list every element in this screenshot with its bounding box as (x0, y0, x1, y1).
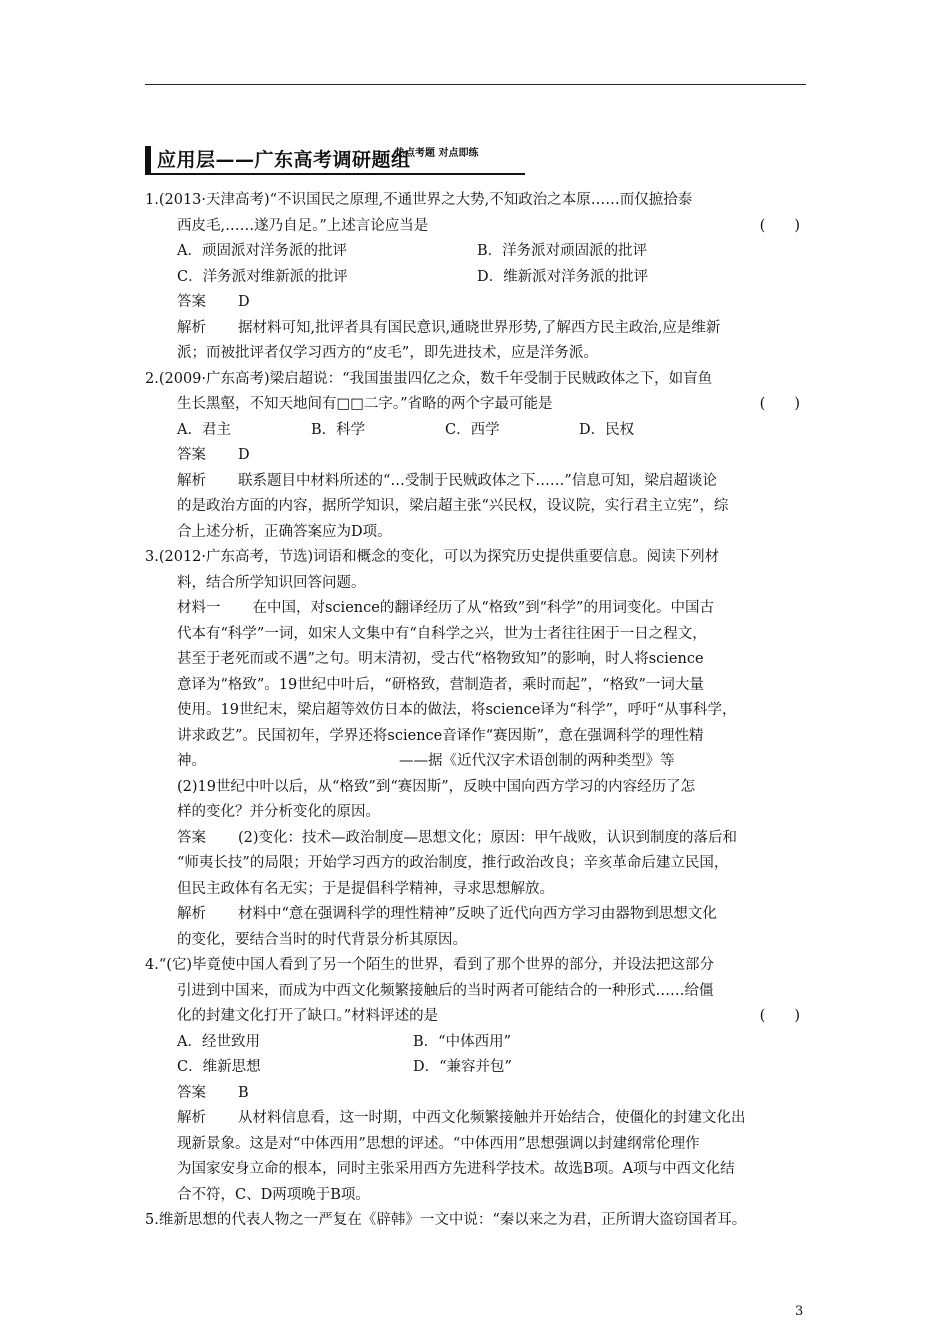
q3-answer-text-1: (2)变化：技术—政治制度—思想文化；原因：甲午战败，认识到制度的落后和 (238, 829, 738, 846)
q3-material-6: 讲求政艺”。民国初年，学界还将science音译作“赛因斯”，意在强调科学的理性精 (177, 727, 704, 744)
q2-option-d: D．民权 (579, 421, 635, 438)
q1-option-a: A．顽固派对洋务派的批评 (177, 243, 347, 259)
section-header (145, 146, 525, 174)
q1-answer-value: D (238, 294, 250, 310)
q2-option-a: A．君主 (177, 421, 231, 438)
q3-material-2: 代本有“科学”一词，如宋人文集中有“自科学之兴，世为士者往往困于一日之程文， (177, 625, 707, 642)
material-label: 材料一 (177, 600, 221, 616)
q3-material-text-7: 神。 (177, 753, 206, 769)
answer-label: 答案 (177, 1084, 206, 1101)
q3-answer-2: “师夷长技”的局限；开始学习西方的政治制度，推行政治改良；辛亥革命后建立民国， (177, 855, 729, 871)
question-list (145, 188, 810, 1234)
q2-explanation-1 (145, 469, 810, 495)
q5-stem-1: 5.维新思想的代表人物之一严复在《辟韩》一文中说：“秦以来之为君，正所谓大盗窃国者耳。 (145, 1212, 747, 1228)
q4-option-c: C．维新思想 (177, 1059, 261, 1075)
section-bar (145, 146, 151, 174)
q2-answer-bracket: ( ) (759, 396, 800, 412)
explanation-label: 解析 (177, 472, 206, 489)
q3-subquestion-1: (2)19世纪中叶以后，从“格致”到“赛因斯”，反映中国向西方学习的内容经历了怎 (177, 778, 696, 795)
q2-options-row (145, 418, 810, 444)
q1-stem-1: 1.(2013·天津高考)“不识国民之原理,不通世界之大势,不知政治之本原……而仅摭拾泰 (145, 192, 693, 208)
q1-explanation-1 (145, 316, 810, 342)
q3-material-3: 甚至于老死而或不遇”之句。明末清初，受古代“格物致知”的影响，时人将science (177, 651, 704, 667)
q4-stem-3 (145, 1004, 810, 1030)
q2-stem-1: 2.(2009·广东高考)梁启超说：“我国蚩蚩四亿之众，数千年受制于民贼政体之下，如盲鱼 (145, 370, 713, 387)
q3-material-text-1: 在中国，对science的翻译经历了从“格致”到“科学”的用词变化。中国古 (252, 600, 714, 616)
q4-options-row-1 (145, 1030, 810, 1056)
q1-option-b: B．洋务派对顽固派的批评 (477, 243, 648, 259)
q4-explanation-text-1: 从材料信息看，这一时期，中西文化频繁接触并开始结合，使僵化的封建文化出 (238, 1110, 746, 1126)
q2-option-b: B．科学 (311, 421, 366, 438)
q4-explanation-2: 现新景象。这是对“中体西用”思想的评述。“中体西用”思想强调以封建纲常伦理作 (177, 1135, 700, 1152)
q1-options-row-1 (145, 239, 810, 265)
q2-option-c: C．西学 (445, 421, 500, 438)
q3-material-7 (145, 749, 810, 775)
explanation-label: 解析 (177, 1110, 206, 1126)
q2-answer (145, 443, 810, 469)
q4-explanation-1 (145, 1106, 810, 1132)
q4-options-row-2 (145, 1055, 810, 1081)
q2-explanation-text-1: 联系题目中材料所述的“…受制于民贼政体之下……”信息可知，梁启超谈论 (238, 472, 717, 489)
q4-answer-value: B (238, 1084, 249, 1101)
q1-option-c: C．洋务派对维新派的批评 (177, 268, 348, 285)
answer-label: 答案 (177, 447, 206, 463)
q3-answer-1 (145, 826, 810, 852)
q4-stem-2: 引进到中国来，而成为中西文化频繁接触后的当时两者可能结合的一种形式……给僵 (177, 982, 714, 999)
q2-explanation-3: 合上述分析，正确答案应为D项。 (177, 523, 392, 540)
q4-answer (145, 1081, 810, 1107)
section-title: 应用层——广东高考调研题组 (157, 149, 411, 171)
q4-stem-3-text: 化的封建文化打开了缺口。”材料评述的是 (177, 1008, 439, 1024)
header-rule (145, 84, 806, 85)
explanation-label: 解析 (177, 319, 206, 336)
q1-explanation-2: 派；而被批评者仅学习西方的“皮毛”，即先进技术，应是洋务派。 (177, 345, 598, 361)
page-number: 3 (795, 1304, 804, 1319)
q3-material-1 (145, 596, 810, 622)
q3-explanation-text-1: 材料中“意在强调科学的理性精神”反映了近代向西方学习由器物到思想文化 (238, 906, 717, 922)
q1-explanation-text-1: 据材料可知,批评者具有国民意识,通晓世界形势,了解西方民主政治,应是维新 (238, 319, 721, 336)
q2-answer-value: D (238, 447, 250, 463)
q3-stem-2: 料，结合所学知识回答问题。 (177, 574, 366, 591)
q4-stem-1: 4.“(它)毕竟使中国人看到了另一个陌生的世界，看到了那个世界的部分，并设法把这部分 (145, 957, 715, 973)
q1-stem-2-text: 西皮毛,……遂乃自足。”上述言论应当是 (177, 217, 429, 234)
q3-source: ——据《近代汉字术语创制的两种类型》等 (399, 753, 675, 769)
q4-explanation-4: 合不符，C、D两项晚于B项。 (177, 1186, 370, 1203)
q2-stem-2 (145, 392, 810, 418)
answer-label: 答案 (177, 829, 206, 846)
q1-option-d: D．维新派对洋务派的批评 (477, 268, 649, 285)
q2-stem-2-text: 生长黑壑，不知天地间有□□二字。”省略的两个字最可能是 (177, 396, 553, 412)
q3-subquestion-2: 样的变化？并分析变化的原因。 (177, 804, 380, 820)
section-underline (145, 173, 525, 175)
q1-answer (145, 290, 810, 316)
answer-label: 答案 (177, 294, 206, 310)
q1-stem-2 (145, 214, 810, 240)
q4-option-a: A．经世致用 (177, 1033, 260, 1050)
q1-answer-bracket: ( ) (759, 217, 800, 234)
q1-options-row-2 (145, 265, 810, 291)
explanation-label: 解析 (177, 906, 206, 922)
q4-answer-bracket: ( ) (759, 1008, 800, 1024)
section-tag: 热点考题 对点即练 (395, 148, 479, 159)
q3-explanation-2: 的变化，要结合当时的时代背景分析其原因。 (177, 931, 467, 948)
q3-material-5: 使用。19世纪末，梁启超等效仿日本的做法，将science译为“科学”，呼吁“从事科学， (177, 702, 737, 718)
q3-answer-3: 但民主政体有名无实；于是提倡科学精神，寻求思想解放。 (177, 880, 554, 897)
q3-material-4: 意译为“格致”。19世纪中叶后，“研格致，营制造者，乘时而起”，“格致”一词大量 (177, 676, 704, 693)
q3-stem-1: 3.(2012·广东高考，节选)词语和概念的变化，可以为探究历史提供重要信息。阅读下列材 (145, 549, 720, 565)
q4-explanation-3: 为国家安身立命的根本，同时主张采用西方先进科学技术。故选B项。A项与中西文化结 (177, 1161, 735, 1177)
q4-option-d: D．“兼容并包” (413, 1059, 512, 1075)
q4-option-b: B．“中体西用” (413, 1033, 511, 1050)
q2-explanation-2: 的是政治方面的内容，据所学知识，梁启超主张“兴民权，设议院，实行君主立宪”，综 (177, 498, 729, 514)
q3-explanation-1 (145, 902, 810, 928)
